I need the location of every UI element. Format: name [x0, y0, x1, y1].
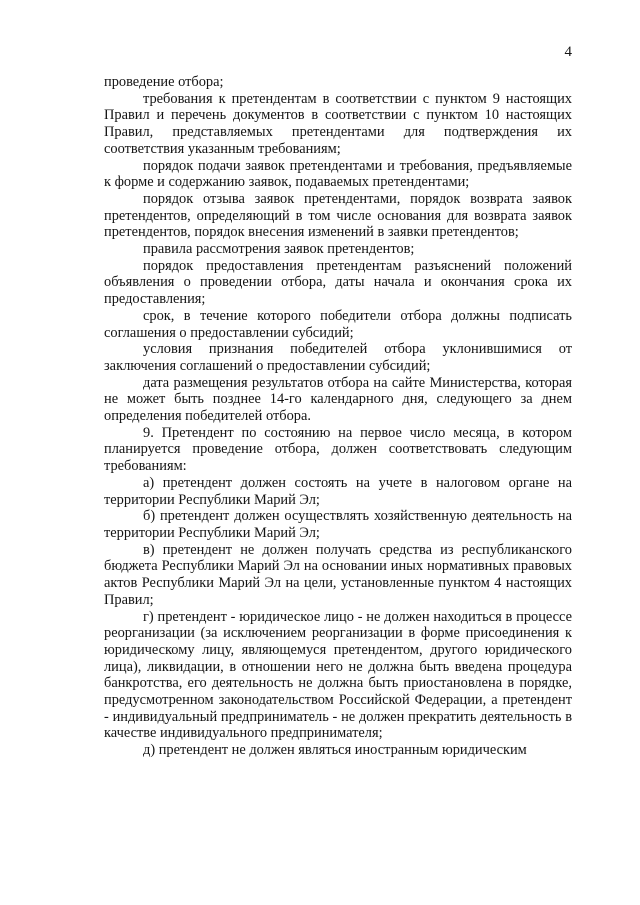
paragraph: дата размещения результатов отбора на сайте Министерства, которая не может быть позднее 14-го календарного дня, следующего за днем определения победителей отбора.	[104, 374, 572, 425]
paragraph: условия признания победителей отбора уклонившимися от заключения соглашений о предоставлении субсидий;	[104, 341, 572, 374]
paragraph: в) претендент не должен получать средства из республиканского бюджета Республики Марий Эл на основании иных нормативных правовых актов Республики Марий Эл на цели, установленные пунктом 4 настоящих Правил;	[104, 541, 572, 608]
paragraph: порядок подачи заявок претендентами и требования, предъявляемые к форме и содержанию заявок, подаваемых претендентами;	[104, 157, 572, 191]
paragraph: б) претендент должен осуществлять хозяйственную деятельность на территории Республики Марий Эл;	[104, 508, 572, 541]
paragraph: д) претендент не должен являться иностранным юридическим	[143, 742, 527, 759]
paragraph: 9. Претендент по состоянию на первое число месяца, в котором планируется проведение отбора, должен соответствовать следующим требованиям:	[104, 424, 572, 475]
paragraph: срок, в течение которого победители отбора должны подписать соглашения о предоставлении субсидий;	[104, 307, 572, 341]
paragraph: г) претендент - юридическое лицо - не должен находиться в процессе реорганизации (за исключением реорганизации в форме присоединения к юридическому лицу, являющемуся претендентом, другого юридического лица), ликвидации, в отношении него не должна быть введена процедура банкротства, его деятельность не должна быть приостановлена в порядке, предусмотренном законодательством Российской Федерации, а претендент - индивидуальный предприниматель - не должен прекратить деятельность в качестве индивидуального предпринимателя;	[104, 608, 572, 742]
page-number: 4	[564, 44, 572, 60]
paragraph: порядок отзыва заявок претендентами, порядок возврата заявок претендентов, определяющий в том числе основания для возврата заявок претендентов, порядок внесения изменений в заявки претендентов;	[104, 190, 572, 241]
document-body	[104, 74, 572, 759]
paragraph: проведение отбора;	[104, 74, 224, 90]
paragraph: правила рассмотрения заявок претендентов;	[143, 241, 415, 258]
paragraph: порядок предоставления претендентам разъяснений положений объявления о проведении отбора, даты начала и окончания срока их предоставления;	[104, 257, 572, 308]
paragraph: требования к претендентам в соответствии с пунктом 9 настоящих Правил и перечень документов в соответствии с пунктом 10 настоящих Правил, представляемых претендентами для подтверждения их соответствия указанным требованиям;	[104, 90, 572, 157]
paragraph: а) претендент должен состоять на учете в налоговом органе на территории Республики Марий Эл;	[104, 474, 572, 508]
